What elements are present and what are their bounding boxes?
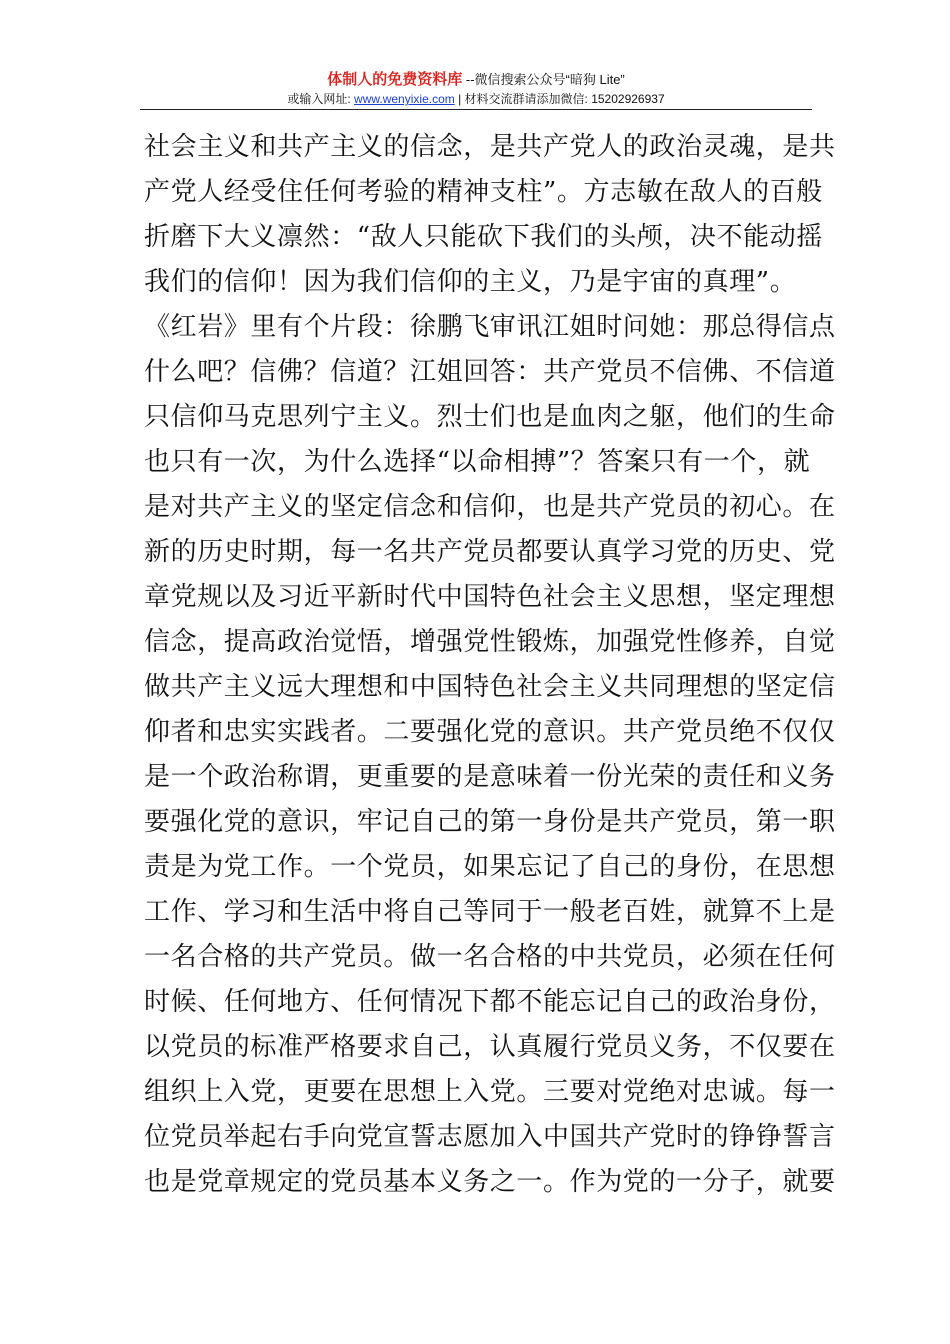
text-line: 做共产主义远大理想和中国特色社会主义共同理想的坚定信 xyxy=(144,672,836,702)
header-brand: 体制人的免费资料库 xyxy=(327,71,463,88)
text-line: 什么吧？信佛？信道？江姐回答：共产党员不信佛、不信道 xyxy=(144,357,836,387)
text-line: 是对共产主义的坚定信念和信仰，也是共产党员的初心。在 xyxy=(144,492,836,522)
header-website-link[interactable]: www.wenyixie.com xyxy=(354,92,455,106)
text-line: 仰者和忠实实践者。二要强化党的意识。共产党员绝不仅仅 xyxy=(144,717,836,747)
text-line: 时候、任何地方、任何情况下都不能忘记自己的政治身份， xyxy=(144,987,836,1017)
text-line: 只信仰马克思列宁主义。烈士们也是血肉之躯，他们的生命 xyxy=(144,402,836,432)
header-website-prefix: 或输入网址: xyxy=(287,92,355,106)
text-line: 工作、学习和生活中将自己等同于一般老百姓，就算不上是 xyxy=(144,897,836,927)
text-line: 也是党章规定的党员基本义务之一。作为党的一分子，就要 xyxy=(144,1167,836,1197)
text-line: 我们的信仰！因为我们信仰的主义，乃是宇宙的真理”。 xyxy=(144,267,797,297)
text-line: 也只有一次，为什么选择“以命相搏”？答案只有一个，就 xyxy=(144,447,811,477)
header-title-line xyxy=(140,70,812,90)
text-line: 要强化党的意识，牢记自己的第一身份是共产党员，第一职 xyxy=(144,807,836,837)
text-line: 社会主义和共产主义的信念，是共产党人的政治灵魂，是共 xyxy=(144,132,836,162)
text-line: 新的历史时期，每一名共产党员都要认真学习党的历史、党 xyxy=(144,537,836,567)
text-line: 组织上入党，更要在思想上入党。三要对党绝对忠诚。每一 xyxy=(144,1077,836,1107)
header-tagline: --微信搜索公众号“暗狗 Lite” xyxy=(462,72,625,87)
text-line: 是一个政治称谓，更重要的是意味着一份光荣的责任和义务 xyxy=(144,762,836,792)
text-line: 章党规以及习近平新时代中国特色社会主义思想，坚定理想 xyxy=(144,582,836,612)
text-line: 产党人经受住任何考验的精神支柱”。方志敏在敌人的百般 xyxy=(144,177,823,207)
text-line: 以党员的标准严格要求自己，认真履行党员义务，不仅要在 xyxy=(144,1032,836,1062)
text-line: 责是为党工作。一个党员，如果忘记了自己的身份，在思想 xyxy=(144,852,836,882)
header-contact-line xyxy=(140,90,812,108)
text-line: 位党员举起右手向党宣誓志愿加入中国共产党时的铮铮誓言 xyxy=(144,1122,836,1152)
text-line: 一名合格的共产党员。做一名合格的中共党员，必须在任何 xyxy=(144,942,836,972)
header-contact: | 材料交流群请添加微信: 15202926937 xyxy=(454,92,665,106)
header-divider xyxy=(140,109,812,110)
page-header xyxy=(140,70,812,108)
text-line: 折磨下大义凛然：“敌人只能砍下我们的头颅，决不能动摇 xyxy=(144,222,823,252)
text-line: 信念，提高政治觉悟，增强党性锻炼，加强党性修养，自觉 xyxy=(144,627,836,657)
text-line: 《红岩》里有个片段：徐鹏飞审讯江姐时问她：那总得信点 xyxy=(144,312,836,342)
body-text xyxy=(144,125,836,1205)
